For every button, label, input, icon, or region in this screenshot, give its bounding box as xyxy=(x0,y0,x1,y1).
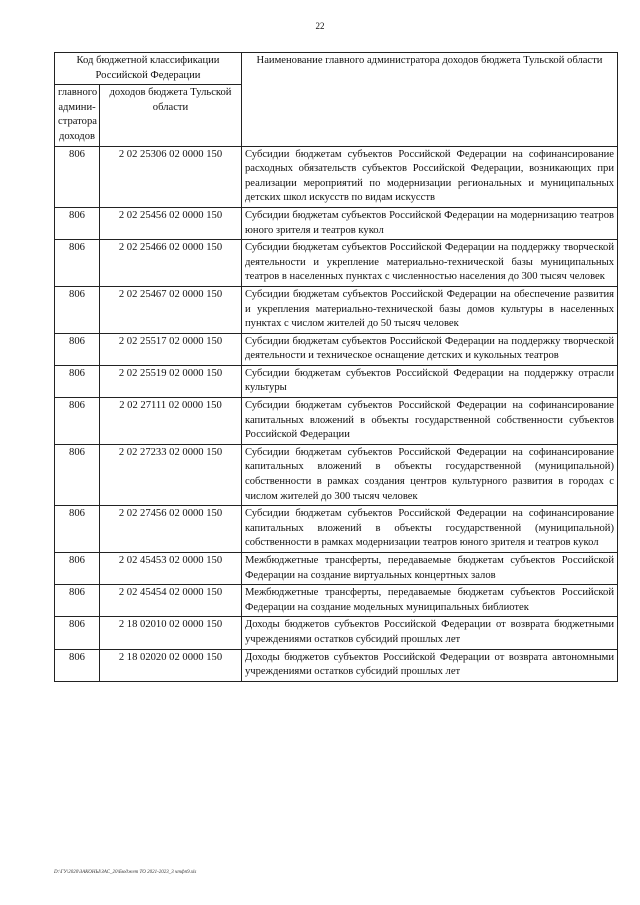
admin-code-cell: 806 xyxy=(55,207,100,239)
table-row xyxy=(55,585,618,617)
admin-code-cell: 806 xyxy=(55,333,100,365)
income-code-cell: 2 02 25466 02 0000 150 xyxy=(100,240,242,287)
budget-classification-table xyxy=(54,52,618,682)
description-cell: Субсидии бюджетам субъектов Российской Федерации на обеспечение развития и укрепления материально-технической базы домов культуры в населенных пунктах с числом жителей до 50 тысяч человек xyxy=(242,286,618,333)
header-main-administrator: главного админи-стратора доходов xyxy=(55,85,100,146)
admin-code-cell: 806 xyxy=(55,506,100,553)
table-body xyxy=(55,146,618,681)
admin-code-cell: 806 xyxy=(55,649,100,681)
footer-file-path: D:\ГУ\2020\ЗАКОНЫ\ЗАС_20\Бюджет ТО 2021-2023_3 чтфп9.xls xyxy=(54,870,197,875)
income-code-cell: 2 02 25517 02 0000 150 xyxy=(100,333,242,365)
description-cell: Субсидии бюджетам субъектов Российской Федерации на поддержку отрасли культуры xyxy=(242,365,618,397)
income-code-cell: 2 02 25467 02 0000 150 xyxy=(100,286,242,333)
income-code-cell: 2 02 25306 02 0000 150 xyxy=(100,146,242,207)
description-cell: Субсидии бюджетам субъектов Российской Федерации на софинансирование капитальных вложений в объекты государственной (муниципальной) собственности в рамках модернизации театров юного зрителя и театров кукол xyxy=(242,506,618,553)
admin-code-cell: 806 xyxy=(55,398,100,445)
income-code-cell: 2 02 45454 02 0000 150 xyxy=(100,585,242,617)
income-code-cell: 2 02 25456 02 0000 150 xyxy=(100,207,242,239)
table-row xyxy=(55,649,618,681)
description-cell: Межбюджетные трансферты, передаваемые бюджетам субъектов Российской Федерации на создание виртуальных концертных залов xyxy=(242,553,618,585)
table-row xyxy=(55,286,618,333)
income-code-cell: 2 18 02020 02 0000 150 xyxy=(100,649,242,681)
description-cell: Субсидии бюджетам субъектов Российской Федерации на поддержку творческой деятельности и укрепление материально-технической базы муниципальных театров в населенных пунктах с численностью населения до 300 тысяч человек xyxy=(242,240,618,287)
description-cell: Субсидии бюджетам субъектов Российской Федерации на софинансирование капитальных вложений в объекты государственной (муниципальной) собственности в рамках создания центров культурного развития в городах с числом жителей до 300 тысяч человек xyxy=(242,444,618,505)
table-row xyxy=(55,617,618,649)
income-code-cell: 2 02 25519 02 0000 150 xyxy=(100,365,242,397)
table-row xyxy=(55,506,618,553)
table-row xyxy=(55,207,618,239)
header-classification-code: Код бюджетной классификации Российской Федерации xyxy=(55,53,242,85)
description-cell: Субсидии бюджетам субъектов Российской Федерации на софинансирование расходных обязательств субъектов Российской Федерации, возникающих при реализации мероприятий по модернизации региональных и муниципальных детских школ искусств по видам искусств xyxy=(242,146,618,207)
income-code-cell: 2 02 27233 02 0000 150 xyxy=(100,444,242,505)
description-cell: Субсидии бюджетам субъектов Российской Федерации на софинансирование капитальных вложений в объекты государственной собственности субъектов Российской Федерации xyxy=(242,398,618,445)
table-row xyxy=(55,333,618,365)
table-row xyxy=(55,444,618,505)
table-row xyxy=(55,240,618,287)
income-code-cell: 2 02 27456 02 0000 150 xyxy=(100,506,242,553)
admin-code-cell: 806 xyxy=(55,286,100,333)
admin-code-cell: 806 xyxy=(55,617,100,649)
admin-code-cell: 806 xyxy=(55,553,100,585)
page-number: 22 xyxy=(315,21,325,31)
admin-code-cell: 806 xyxy=(55,146,100,207)
table-row xyxy=(55,365,618,397)
description-cell: Доходы бюджетов субъектов Российской Федерации от возврата бюджетными учреждениями остатков субсидий прошлых лет xyxy=(242,617,618,649)
header-income-code: доходов бюджета Тульской области xyxy=(100,85,242,146)
header-row-top xyxy=(55,53,618,85)
admin-code-cell: 806 xyxy=(55,240,100,287)
table-row xyxy=(55,146,618,207)
description-cell: Доходы бюджетов субъектов Российской Федерации от возврата автономными учреждениями остатков субсидий прошлых лет xyxy=(242,649,618,681)
admin-code-cell: 806 xyxy=(55,365,100,397)
header-administrator-name: Наименование главного администратора доходов бюджета Тульской области xyxy=(242,53,618,147)
income-code-cell: 2 02 27111 02 0000 150 xyxy=(100,398,242,445)
table-row xyxy=(55,553,618,585)
description-cell: Межбюджетные трансферты, передаваемые бюджетам субъектов Российской Федерации на создание модельных муниципальных библиотек xyxy=(242,585,618,617)
income-code-cell: 2 18 02010 02 0000 150 xyxy=(100,617,242,649)
table-row xyxy=(55,398,618,445)
description-cell: Субсидии бюджетам субъектов Российской Федерации на поддержку творческой деятельности и техническое оснащение детских и кукольных театров xyxy=(242,333,618,365)
admin-code-cell: 806 xyxy=(55,585,100,617)
income-code-cell: 2 02 45453 02 0000 150 xyxy=(100,553,242,585)
admin-code-cell: 806 xyxy=(55,444,100,505)
description-cell: Субсидии бюджетам субъектов Российской Федерации на модернизацию театров юного зрителя и театров кукол xyxy=(242,207,618,239)
